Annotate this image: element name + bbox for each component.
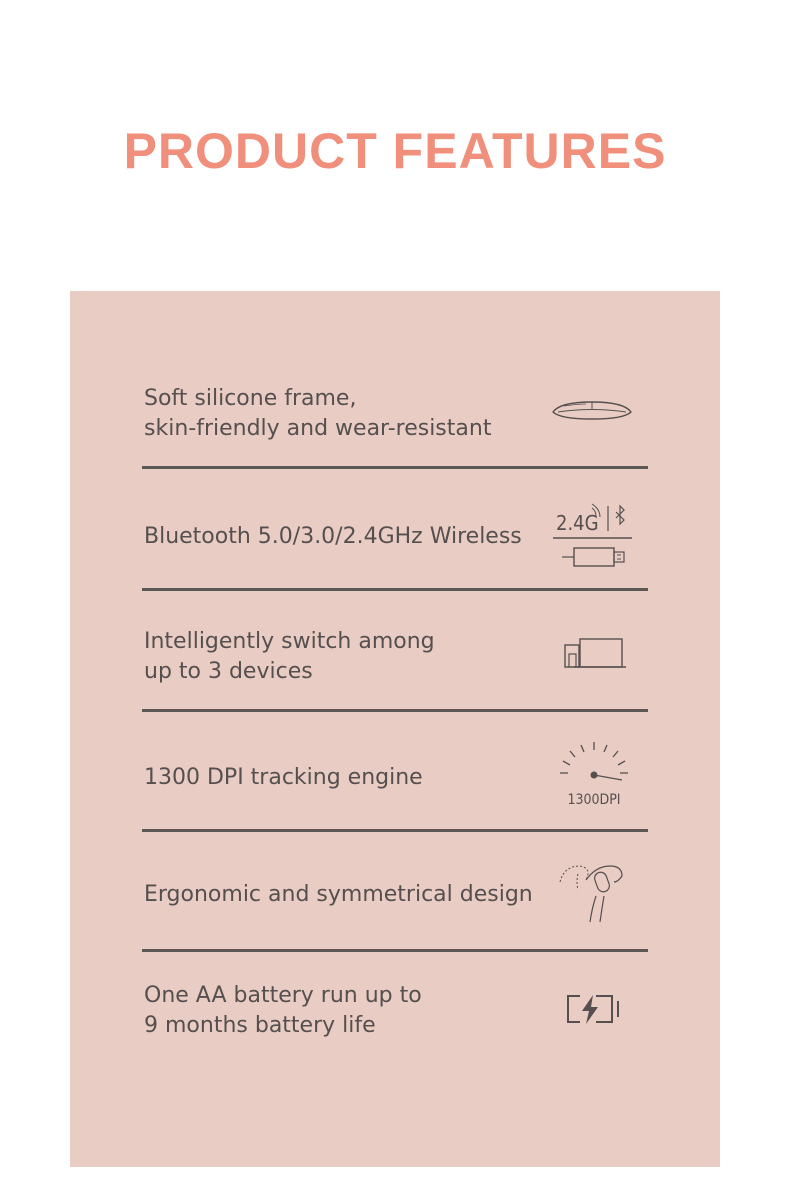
feature-item-multi-device [142,626,648,690]
page-title: PRODUCT FEATURES [123,123,667,179]
feature-text [144,522,522,552]
wireless-receiver-icon [550,500,636,576]
feature-line: Ergonomic and symmetrical design [144,882,533,907]
feature-line: Soft silicone frame, [144,386,357,411]
feature-line: skin-friendly and wear-resistant [144,416,492,441]
band-label: 2.4G [556,511,599,535]
feature-item-ergonomic [142,860,648,930]
feature-item-silicone-frame [142,383,648,447]
mouse-icon [550,397,634,423]
feature-item-battery [142,980,648,1044]
dpi-gauge-icon [556,740,632,810]
feature-divider [142,588,648,591]
feature-item-bluetooth-wireless [142,500,648,576]
feature-line: 1300 DPI tracking engine [144,765,423,790]
hand-grip-icon [556,860,628,928]
multi-device-icon [562,636,628,674]
feature-item-dpi [142,740,648,810]
feature-line: Intelligently switch among [144,629,435,654]
feature-text [144,384,491,444]
feature-line: up to 3 devices [144,659,313,684]
feature-line: Bluetooth 5.0/3.0/2.4GHz Wireless [144,524,522,549]
feature-text [144,880,533,910]
dpi-label: 1300DPI [567,792,621,808]
battery-icon [562,992,628,1028]
feature-divider [142,709,648,712]
feature-text [144,627,435,687]
feature-line: One AA battery run up to [144,983,422,1008]
feature-text [144,981,422,1041]
feature-divider [142,829,648,832]
feature-line: 9 months battery life [144,1013,376,1038]
feature-divider [142,949,648,952]
feature-divider [142,466,648,469]
feature-text [144,763,423,793]
